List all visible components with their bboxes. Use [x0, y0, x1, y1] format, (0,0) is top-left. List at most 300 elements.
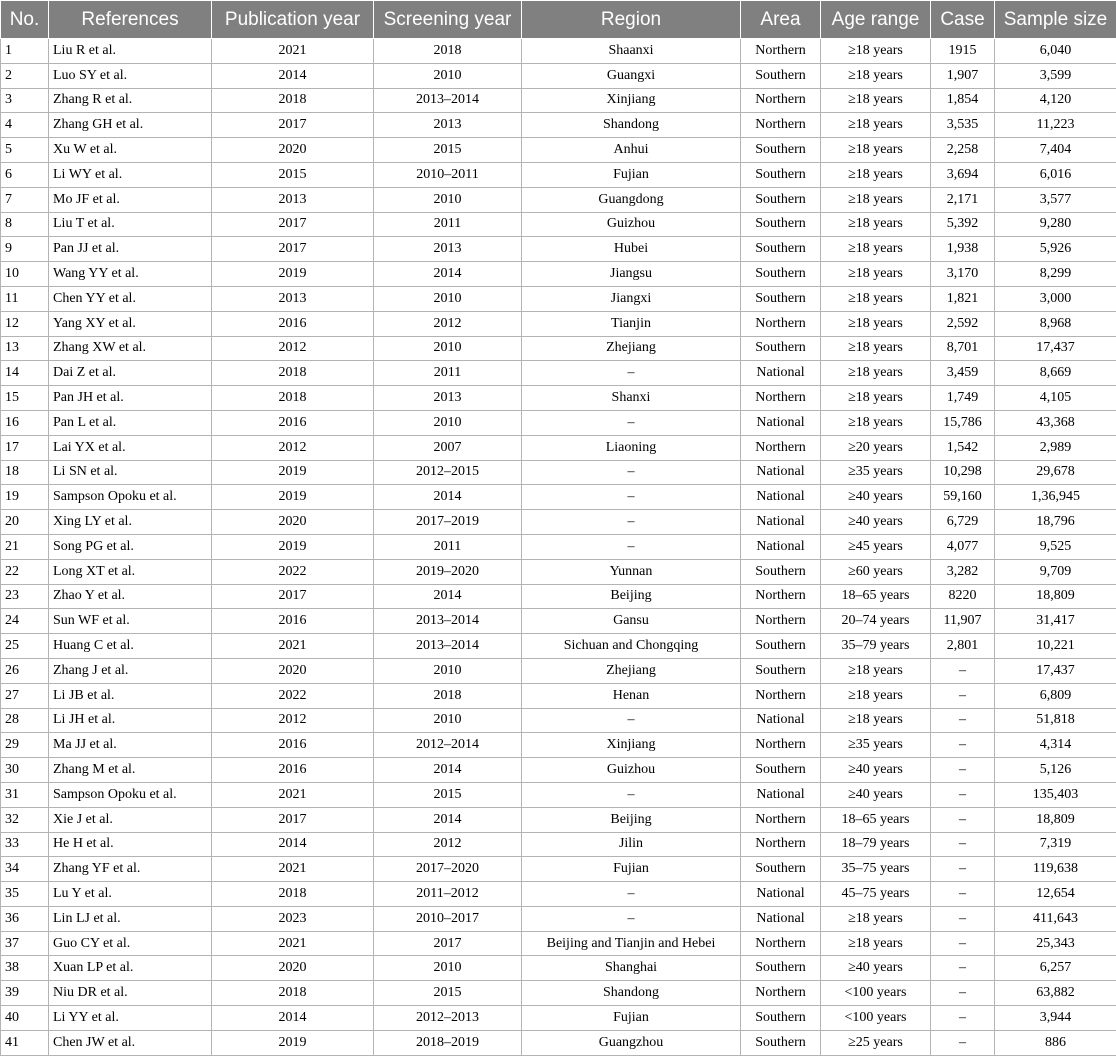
cell-sample-size: 411,643: [995, 906, 1116, 931]
cell-screening-year: 2014: [374, 758, 522, 783]
cell-reference: Zhao Y et al.: [49, 584, 212, 609]
cell-case: 10,298: [931, 460, 995, 485]
cell-area: Southern: [741, 559, 821, 584]
cell-age-range: 20–74 years: [821, 609, 931, 634]
table-row: [1, 386, 1116, 411]
cell-screening-year: 2010: [374, 410, 522, 435]
cell-reference: Ma JJ et al.: [49, 733, 212, 758]
table-row: [1, 39, 1116, 64]
header-row: [1, 1, 1116, 39]
cell-age-range: ≥18 years: [821, 361, 931, 386]
cell-sample-size: 9,280: [995, 212, 1116, 237]
cell-area: National: [741, 534, 821, 559]
cell-case: –: [931, 683, 995, 708]
cell-sample-size: 63,882: [995, 981, 1116, 1006]
cell-publication-year: 2016: [212, 311, 374, 336]
cell-reference: Sampson Opoku et al.: [49, 485, 212, 510]
table-row: [1, 733, 1116, 758]
cell-reference: Zhang GH et al.: [49, 113, 212, 138]
cell-case: 1,938: [931, 237, 995, 262]
table-row: [1, 931, 1116, 956]
cell-sample-size: 3,599: [995, 63, 1116, 88]
cell-case: –: [931, 733, 995, 758]
cell-sample-size: 6,809: [995, 683, 1116, 708]
cell-screening-year: 2010: [374, 956, 522, 981]
cell-screening-year: 2012–2015: [374, 460, 522, 485]
cell-screening-year: 2011–2012: [374, 882, 522, 907]
cell-region: Guizhou: [522, 212, 741, 237]
cell-region: Guangdong: [522, 187, 741, 212]
cell-age-range: ≥18 years: [821, 88, 931, 113]
cell-area: Southern: [741, 162, 821, 187]
cell-reference: Xing LY et al.: [49, 510, 212, 535]
cell-screening-year: 2015: [374, 782, 522, 807]
cell-region: Jiangxi: [522, 286, 741, 311]
cell-publication-year: 2012: [212, 336, 374, 361]
cell-age-range: ≥35 years: [821, 460, 931, 485]
cell-no: 17: [1, 435, 49, 460]
table-row: [1, 187, 1116, 212]
cell-publication-year: 2013: [212, 286, 374, 311]
cell-reference: Xie J et al.: [49, 807, 212, 832]
cell-no: 22: [1, 559, 49, 584]
cell-area: Southern: [741, 1006, 821, 1031]
cell-age-range: ≥18 years: [821, 63, 931, 88]
cell-reference: Chen JW et al.: [49, 1030, 212, 1055]
cell-no: 8: [1, 212, 49, 237]
cell-publication-year: 2020: [212, 138, 374, 163]
table-row: [1, 956, 1116, 981]
cell-case: –: [931, 857, 995, 882]
cell-region: Tianjin: [522, 311, 741, 336]
cell-age-range: ≥18 years: [821, 931, 931, 956]
cell-screening-year: 2014: [374, 584, 522, 609]
cell-screening-year: 2011: [374, 212, 522, 237]
table-row: [1, 88, 1116, 113]
cell-region: Xinjiang: [522, 733, 741, 758]
cell-screening-year: 2012: [374, 832, 522, 857]
cell-case: 11,907: [931, 609, 995, 634]
cell-no: 18: [1, 460, 49, 485]
cell-reference: Yang XY et al.: [49, 311, 212, 336]
col-header-publication-year: Publication year: [212, 1, 374, 39]
table-row: [1, 906, 1116, 931]
table-row: [1, 683, 1116, 708]
cell-screening-year: 2010: [374, 286, 522, 311]
cell-screening-year: 2018: [374, 683, 522, 708]
cell-no: 40: [1, 1006, 49, 1031]
cell-sample-size: 135,403: [995, 782, 1116, 807]
table-row: [1, 262, 1116, 287]
table-row: [1, 63, 1116, 88]
cell-case: 5,392: [931, 212, 995, 237]
table-row: [1, 609, 1116, 634]
cell-sample-size: 8,299: [995, 262, 1116, 287]
cell-case: 2,171: [931, 187, 995, 212]
cell-reference: Zhang J et al.: [49, 658, 212, 683]
cell-screening-year: 2015: [374, 138, 522, 163]
cell-case: –: [931, 832, 995, 857]
cell-case: 1,854: [931, 88, 995, 113]
cell-region: Shandong: [522, 113, 741, 138]
col-header-no: No.: [1, 1, 49, 39]
cell-region: Hubei: [522, 237, 741, 262]
cell-no: 6: [1, 162, 49, 187]
cell-region: Shanghai: [522, 956, 741, 981]
cell-age-range: 18–65 years: [821, 807, 931, 832]
cell-age-range: ≥18 years: [821, 336, 931, 361]
cell-publication-year: 2018: [212, 361, 374, 386]
cell-sample-size: 5,126: [995, 758, 1116, 783]
cell-publication-year: 2019: [212, 262, 374, 287]
cell-age-range: ≥18 years: [821, 187, 931, 212]
table-row: [1, 311, 1116, 336]
cell-area: Northern: [741, 683, 821, 708]
cell-case: –: [931, 758, 995, 783]
cell-reference: Zhang R et al.: [49, 88, 212, 113]
cell-screening-year: 2012: [374, 311, 522, 336]
cell-area: Southern: [741, 138, 821, 163]
cell-case: –: [931, 931, 995, 956]
cell-case: 59,160: [931, 485, 995, 510]
cell-area: National: [741, 510, 821, 535]
cell-publication-year: 2021: [212, 782, 374, 807]
cell-region: Liaoning: [522, 435, 741, 460]
cell-area: Southern: [741, 63, 821, 88]
cell-region: –: [522, 361, 741, 386]
cell-publication-year: 2012: [212, 435, 374, 460]
cell-no: 35: [1, 882, 49, 907]
cell-age-range: ≥18 years: [821, 286, 931, 311]
table-row: [1, 435, 1116, 460]
cell-publication-year: 2019: [212, 460, 374, 485]
cell-sample-size: 12,654: [995, 882, 1116, 907]
cell-area: Southern: [741, 956, 821, 981]
cell-reference: Li SN et al.: [49, 460, 212, 485]
cell-age-range: ≥18 years: [821, 906, 931, 931]
cell-area: National: [741, 460, 821, 485]
table-row: [1, 460, 1116, 485]
cell-area: Southern: [741, 857, 821, 882]
cell-case: –: [931, 782, 995, 807]
cell-no: 3: [1, 88, 49, 113]
cell-case: 3,459: [931, 361, 995, 386]
cell-no: 4: [1, 113, 49, 138]
cell-region: Fujian: [522, 162, 741, 187]
cell-reference: Luo SY et al.: [49, 63, 212, 88]
cell-region: Guangzhou: [522, 1030, 741, 1055]
cell-age-range: ≥18 years: [821, 39, 931, 64]
cell-region: –: [522, 708, 741, 733]
cell-publication-year: 2013: [212, 187, 374, 212]
cell-sample-size: 8,669: [995, 361, 1116, 386]
cell-region: Zhejiang: [522, 658, 741, 683]
cell-area: Southern: [741, 634, 821, 659]
cell-no: 1: [1, 39, 49, 64]
cell-region: –: [522, 410, 741, 435]
cell-region: –: [522, 460, 741, 485]
cell-no: 30: [1, 758, 49, 783]
cell-area: National: [741, 708, 821, 733]
cell-age-range: ≥18 years: [821, 708, 931, 733]
cell-publication-year: 2021: [212, 634, 374, 659]
cell-sample-size: 6,257: [995, 956, 1116, 981]
cell-area: National: [741, 485, 821, 510]
cell-sample-size: 6,016: [995, 162, 1116, 187]
cell-age-range: ≥18 years: [821, 162, 931, 187]
cell-region: Guangxi: [522, 63, 741, 88]
cell-region: Fujian: [522, 857, 741, 882]
cell-no: 31: [1, 782, 49, 807]
cell-screening-year: 2017: [374, 931, 522, 956]
cell-region: Xinjiang: [522, 88, 741, 113]
cell-area: Northern: [741, 981, 821, 1006]
cell-age-range: ≥25 years: [821, 1030, 931, 1055]
cell-publication-year: 2012: [212, 708, 374, 733]
cell-screening-year: 2007: [374, 435, 522, 460]
cell-reference: Niu DR et al.: [49, 981, 212, 1006]
cell-sample-size: 4,120: [995, 88, 1116, 113]
cell-sample-size: 17,437: [995, 336, 1116, 361]
cell-screening-year: 2011: [374, 361, 522, 386]
table-row: [1, 237, 1116, 262]
cell-publication-year: 2016: [212, 758, 374, 783]
table-row: [1, 584, 1116, 609]
cell-screening-year: 2010–2011: [374, 162, 522, 187]
cell-screening-year: 2013–2014: [374, 634, 522, 659]
cell-area: Northern: [741, 584, 821, 609]
cell-sample-size: 9,525: [995, 534, 1116, 559]
cell-region: –: [522, 534, 741, 559]
table-row: [1, 658, 1116, 683]
cell-area: Northern: [741, 311, 821, 336]
cell-case: 2,258: [931, 138, 995, 163]
cell-case: 1,821: [931, 286, 995, 311]
cell-reference: Lin LJ et al.: [49, 906, 212, 931]
cell-no: 13: [1, 336, 49, 361]
cell-no: 25: [1, 634, 49, 659]
cell-area: Northern: [741, 807, 821, 832]
cell-no: 16: [1, 410, 49, 435]
cell-reference: Li JB et al.: [49, 683, 212, 708]
cell-age-range: 35–75 years: [821, 857, 931, 882]
cell-area: Northern: [741, 113, 821, 138]
cell-case: –: [931, 658, 995, 683]
cell-area: Southern: [741, 1030, 821, 1055]
cell-sample-size: 3,944: [995, 1006, 1116, 1031]
cell-publication-year: 2017: [212, 807, 374, 832]
table-row: [1, 1006, 1116, 1031]
cell-no: 36: [1, 906, 49, 931]
cell-reference: He H et al.: [49, 832, 212, 857]
cell-region: –: [522, 782, 741, 807]
cell-case: 1,749: [931, 386, 995, 411]
cell-reference: Pan JH et al.: [49, 386, 212, 411]
cell-case: 8220: [931, 584, 995, 609]
cell-region: Zhejiang: [522, 336, 741, 361]
cell-sample-size: 43,368: [995, 410, 1116, 435]
cell-screening-year: 2010: [374, 658, 522, 683]
table-row: [1, 807, 1116, 832]
cell-area: Northern: [741, 435, 821, 460]
cell-age-range: 45–75 years: [821, 882, 931, 907]
cell-publication-year: 2019: [212, 485, 374, 510]
cell-case: –: [931, 1006, 995, 1031]
cell-publication-year: 2015: [212, 162, 374, 187]
cell-age-range: ≥18 years: [821, 683, 931, 708]
cell-screening-year: 2013: [374, 237, 522, 262]
cell-region: Fujian: [522, 1006, 741, 1031]
cell-area: Southern: [741, 187, 821, 212]
cell-reference: Zhang XW et al.: [49, 336, 212, 361]
table-row: [1, 534, 1116, 559]
cell-area: Northern: [741, 88, 821, 113]
cell-sample-size: 31,417: [995, 609, 1116, 634]
cell-no: 21: [1, 534, 49, 559]
cell-age-range: ≥18 years: [821, 237, 931, 262]
col-header-region: Region: [522, 1, 741, 39]
cell-no: 29: [1, 733, 49, 758]
cell-no: 20: [1, 510, 49, 535]
cell-publication-year: 2017: [212, 212, 374, 237]
cell-area: National: [741, 410, 821, 435]
table-row: [1, 758, 1116, 783]
cell-no: 38: [1, 956, 49, 981]
cell-sample-size: 4,105: [995, 386, 1116, 411]
cell-screening-year: 2017–2020: [374, 857, 522, 882]
cell-publication-year: 2018: [212, 88, 374, 113]
cell-reference: Dai Z et al.: [49, 361, 212, 386]
table-row: [1, 708, 1116, 733]
cell-area: National: [741, 782, 821, 807]
cell-reference: Pan JJ et al.: [49, 237, 212, 262]
cell-sample-size: 886: [995, 1030, 1116, 1055]
table-row: [1, 212, 1116, 237]
cell-no: 24: [1, 609, 49, 634]
table-row: [1, 882, 1116, 907]
cell-screening-year: 2013: [374, 386, 522, 411]
cell-sample-size: 10,221: [995, 634, 1116, 659]
cell-case: –: [931, 882, 995, 907]
cell-case: –: [931, 981, 995, 1006]
cell-screening-year: 2012–2013: [374, 1006, 522, 1031]
cell-age-range: <100 years: [821, 981, 931, 1006]
cell-no: 26: [1, 658, 49, 683]
cell-area: Southern: [741, 658, 821, 683]
cell-area: Southern: [741, 262, 821, 287]
cell-sample-size: 9,709: [995, 559, 1116, 584]
cell-case: 8,701: [931, 336, 995, 361]
cell-region: Yunnan: [522, 559, 741, 584]
cell-screening-year: 2012–2014: [374, 733, 522, 758]
cell-age-range: ≥18 years: [821, 138, 931, 163]
cell-region: Jilin: [522, 832, 741, 857]
col-header-area: Area: [741, 1, 821, 39]
cell-age-range: ≥45 years: [821, 534, 931, 559]
cell-age-range: ≥18 years: [821, 410, 931, 435]
cell-sample-size: 7,404: [995, 138, 1116, 163]
cell-reference: Liu T et al.: [49, 212, 212, 237]
cell-reference: Long XT et al.: [49, 559, 212, 584]
cell-no: 11: [1, 286, 49, 311]
table-row: [1, 113, 1116, 138]
cell-no: 41: [1, 1030, 49, 1055]
cell-case: 3,694: [931, 162, 995, 187]
cell-age-range: 18–65 years: [821, 584, 931, 609]
cell-screening-year: 2014: [374, 485, 522, 510]
cell-region: Shandong: [522, 981, 741, 1006]
table-row: [1, 485, 1116, 510]
cell-case: –: [931, 1030, 995, 1055]
cell-case: 3,282: [931, 559, 995, 584]
cell-reference: Chen YY et al.: [49, 286, 212, 311]
cell-sample-size: 17,437: [995, 658, 1116, 683]
cell-sample-size: 25,343: [995, 931, 1116, 956]
cell-publication-year: 2018: [212, 981, 374, 1006]
table-body: [1, 39, 1116, 1056]
cell-screening-year: 2014: [374, 262, 522, 287]
cell-area: National: [741, 361, 821, 386]
cell-age-range: ≥18 years: [821, 386, 931, 411]
cell-age-range: ≥40 years: [821, 510, 931, 535]
cell-sample-size: 119,638: [995, 857, 1116, 882]
cell-publication-year: 2018: [212, 386, 374, 411]
cell-publication-year: 2021: [212, 857, 374, 882]
cell-region: Shaanxi: [522, 39, 741, 64]
cell-sample-size: 7,319: [995, 832, 1116, 857]
cell-region: Beijing and Tianjin and Hebei: [522, 931, 741, 956]
cell-area: Northern: [741, 931, 821, 956]
cell-case: –: [931, 956, 995, 981]
cell-publication-year: 2022: [212, 559, 374, 584]
cell-screening-year: 2013–2014: [374, 88, 522, 113]
cell-sample-size: 29,678: [995, 460, 1116, 485]
cell-publication-year: 2014: [212, 1006, 374, 1031]
table-row: [1, 361, 1116, 386]
cell-reference: Lai YX et al.: [49, 435, 212, 460]
cell-no: 7: [1, 187, 49, 212]
cell-case: 2,592: [931, 311, 995, 336]
cell-publication-year: 2014: [212, 63, 374, 88]
cell-reference: Guo CY et al.: [49, 931, 212, 956]
cell-area: Northern: [741, 386, 821, 411]
cell-publication-year: 2014: [212, 832, 374, 857]
cell-age-range: <100 years: [821, 1006, 931, 1031]
cell-reference: Pan L et al.: [49, 410, 212, 435]
cell-region: Anhui: [522, 138, 741, 163]
cell-no: 39: [1, 981, 49, 1006]
cell-age-range: 35–79 years: [821, 634, 931, 659]
cell-no: 12: [1, 311, 49, 336]
cell-screening-year: 2011: [374, 534, 522, 559]
cell-no: 27: [1, 683, 49, 708]
cell-reference: Liu R et al.: [49, 39, 212, 64]
cell-publication-year: 2017: [212, 584, 374, 609]
cell-no: 14: [1, 361, 49, 386]
cell-publication-year: 2022: [212, 683, 374, 708]
cell-sample-size: 2,989: [995, 435, 1116, 460]
cell-screening-year: 2010: [374, 63, 522, 88]
cell-publication-year: 2018: [212, 882, 374, 907]
cell-reference: Xuan LP et al.: [49, 956, 212, 981]
cell-publication-year: 2020: [212, 510, 374, 535]
cell-screening-year: 2018: [374, 39, 522, 64]
cell-no: 10: [1, 262, 49, 287]
cell-age-range: ≥40 years: [821, 782, 931, 807]
cell-age-range: ≥40 years: [821, 758, 931, 783]
table-row: [1, 981, 1116, 1006]
cell-region: Beijing: [522, 807, 741, 832]
